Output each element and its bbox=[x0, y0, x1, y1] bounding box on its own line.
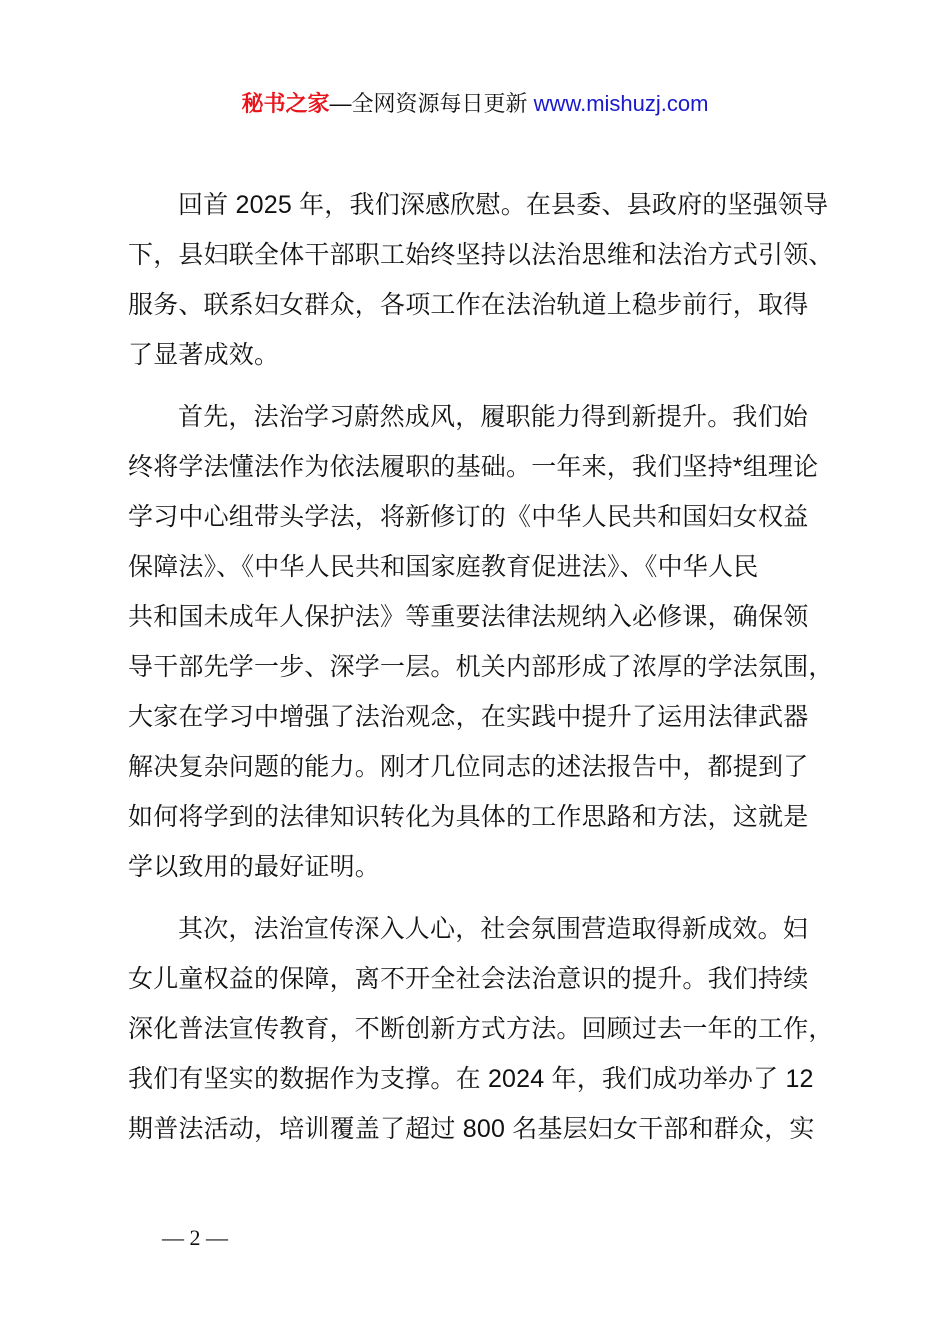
paragraph bbox=[128, 904, 868, 1154]
paragraph-line: 我们有坚实的数据作为支撑。在 2024 年，我们成功举办了 12 bbox=[128, 1065, 814, 1093]
document-body bbox=[128, 180, 868, 1166]
paragraph-line: 如何将学到的法律知识转化为具体的工作思路和方法，这就是 bbox=[128, 803, 809, 831]
paragraph-line: 了显著成效。 bbox=[128, 341, 280, 369]
paragraph-line: 期普法活动，培训覆盖了超过 800 名基层妇女干部和群众，实 bbox=[128, 1115, 815, 1143]
paragraph bbox=[128, 180, 868, 380]
paragraph-line: 大家在学习中增强了法治观念，在实践中提升了运用法律武器 bbox=[128, 703, 809, 731]
paragraph-line: 导干部先学一步、深学一层。机关内部形成了浓厚的学法氛围， bbox=[128, 653, 834, 681]
brand-name: 秘书之家 bbox=[241, 91, 330, 116]
site-header bbox=[0, 88, 950, 120]
site-url-link[interactable]: www.mishuzj.com bbox=[533, 91, 709, 116]
paragraph-line: 服务、联系妇女群众，各项工作在法治轨道上稳步前行，取得 bbox=[128, 291, 809, 319]
paragraph-line: 学习中心组带头学法，将新修订的《中华人民共和国妇女权益 bbox=[128, 503, 809, 531]
paragraph-line: 解决复杂问题的能力。刚才几位同志的述法报告中，都提到了 bbox=[128, 753, 809, 781]
page-number: — 2 — bbox=[162, 1225, 228, 1250]
paragraph-line: 终将学法懂法作为依法履职的基础。一年来，我们坚持*组理论 bbox=[128, 453, 819, 481]
paragraph-line: 回首 2025 年，我们深感欣慰。在县委、县政府的坚强领导 bbox=[178, 191, 829, 219]
paragraph-line: 共和国未成年人保护法》等重要法律法规纳入必修课，确保领 bbox=[128, 603, 809, 631]
header-tagline: —全网资源每日更新 bbox=[329, 91, 534, 116]
paragraph-line: 学以致用的最好证明。 bbox=[128, 853, 381, 881]
paragraph-line: 女儿童权益的保障，离不开全社会法治意识的提升。我们持续 bbox=[128, 965, 809, 993]
paragraph bbox=[128, 392, 868, 892]
paragraph-line: 首先，法治学习蔚然成风，履职能力得到新提升。我们始 bbox=[178, 403, 809, 431]
paragraph-line: 下，县妇联全体干部职工始终坚持以法治思维和法治方式引领、 bbox=[128, 241, 834, 269]
paragraph-line: 其次，法治宣传深入人心，社会氛围营造取得新成效。妇 bbox=[178, 915, 809, 943]
paragraph-line: 深化普法宣传教育，不断创新方式方法。回顾过去一年的工作， bbox=[128, 1015, 834, 1043]
paragraph-line: 保障法》、《中华人民共和国家庭教育促进法》、《中华人民 bbox=[128, 553, 759, 581]
